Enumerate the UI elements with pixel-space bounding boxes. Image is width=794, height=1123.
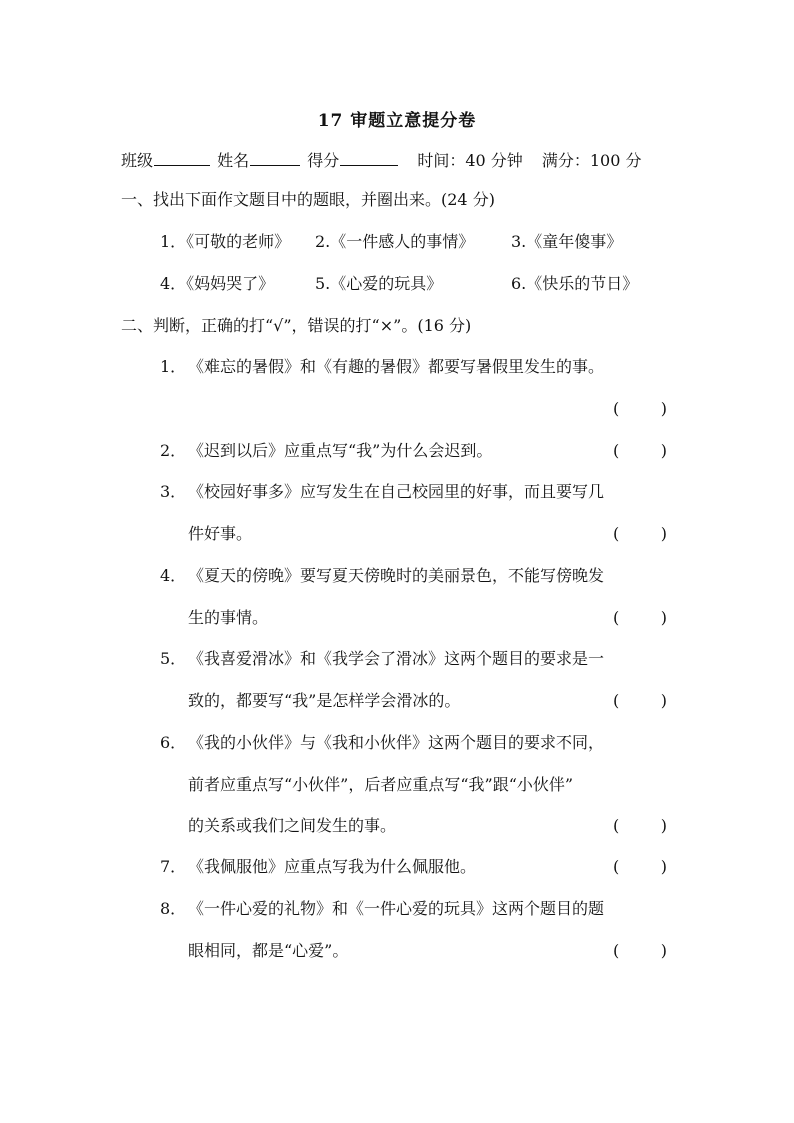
- paren-open: (: [613, 399, 620, 418]
- answer-parentheses[interactable]: [613, 608, 667, 628]
- answer-parentheses[interactable]: [613, 691, 667, 711]
- question-text: 《校园好事多》应写发生在自己校园里的好事，而且要写几: [188, 482, 605, 501]
- question-text-continued: 件好事。: [188, 524, 253, 543]
- answer-parentheses[interactable]: [613, 399, 667, 419]
- question-text: 《迟到以后》应重点写“我”为什么会迟到。: [188, 441, 493, 460]
- name-label: 姓名: [217, 151, 250, 170]
- answer-parentheses[interactable]: [613, 816, 667, 836]
- question-text: 《我佩服他》应重点写我为什么佩服他。: [188, 857, 477, 876]
- question-number: 2．: [160, 441, 187, 460]
- name-blank[interactable]: [250, 151, 300, 166]
- question-text: 《我喜爱滑冰》和《我学会了滑冰》这两个题目的要求是一: [188, 649, 605, 668]
- full-score-label: 满分：100 分: [541, 151, 642, 170]
- question-text: 《难忘的暑假》和《有趣的暑假》都要写暑假里发生的事。: [188, 357, 605, 376]
- score-label: 得分: [307, 151, 340, 170]
- section1-item-1: 1．《可敬的老师》: [160, 232, 291, 251]
- section1-item-2: 2.《一件感人的事情》: [315, 232, 475, 251]
- section1-item-3: 3.《童年傻事》: [511, 232, 623, 251]
- question-text: 《夏天的傍晚》要写夏天傍晚时的美丽景色，不能写傍晚发: [188, 566, 605, 585]
- section1-item-5: 5.《心爱的玩具》: [315, 274, 443, 293]
- time-label: 时间：40 分钟: [417, 151, 523, 170]
- question-number: 7．: [160, 857, 187, 876]
- question-text-continued: 的关系或我们之间发生的事。: [188, 816, 397, 835]
- student-info-row: [121, 148, 673, 171]
- question-number: 1．: [160, 357, 187, 376]
- score-blank[interactable]: [340, 151, 398, 166]
- class-label: 班级: [121, 151, 154, 170]
- paren-close: ): [660, 941, 667, 960]
- paren-open: (: [613, 816, 620, 835]
- question-number: 3．: [160, 482, 187, 501]
- section1-item-6: 6.《快乐的节日》: [511, 274, 639, 293]
- paren-open: (: [613, 608, 620, 627]
- question-number: 6．: [160, 733, 187, 752]
- section1-item-4: 4．《妈妈哭了》: [160, 274, 275, 293]
- paren-open: (: [613, 941, 620, 960]
- question-text-continued: 前者应重点写“小伙伴”，后者应重点写“我”跟“小伙伴”: [188, 775, 574, 794]
- paren-close: ): [660, 857, 667, 876]
- answer-parentheses[interactable]: [613, 941, 667, 961]
- paren-open: (: [613, 857, 620, 876]
- paren-close: ): [660, 608, 667, 627]
- question-number: 8．: [160, 899, 187, 918]
- question-text-continued: 生的事情。: [188, 608, 269, 627]
- question-text: 《一件心爱的礼物》和《一件心爱的玩具》这两个题目的题: [188, 899, 605, 918]
- section2-heading: 二、判断，正确的打“√”，错误的打“×”。(16 分): [121, 316, 472, 335]
- question-number: 5．: [160, 649, 187, 668]
- paren-close: ): [660, 691, 667, 710]
- paren-open: (: [613, 524, 620, 543]
- section1-heading: 一、找出下面作文题目中的题眼，并圈出来。(24 分): [121, 190, 495, 209]
- answer-parentheses[interactable]: [613, 441, 667, 461]
- answer-parentheses[interactable]: [613, 857, 667, 877]
- paren-close: ): [660, 524, 667, 543]
- question-text-continued: 致的，都要写“我”是怎样学会滑冰的。: [188, 691, 461, 710]
- question-number: 4．: [160, 566, 187, 585]
- paren-close: ): [660, 816, 667, 835]
- paren-close: ): [660, 441, 667, 460]
- paren-close: ): [660, 399, 667, 418]
- answer-parentheses[interactable]: [613, 524, 667, 544]
- question-text: 《我的小伙伴》与《我和小伙伴》这两个题目的要求不同，: [188, 733, 605, 752]
- page-title: 17 审题立意提分卷: [317, 111, 477, 131]
- paren-open: (: [613, 691, 620, 710]
- paren-open: (: [613, 441, 620, 460]
- question-text-continued: 眼相同，都是“心爱”。: [188, 941, 349, 960]
- class-blank[interactable]: [154, 151, 210, 166]
